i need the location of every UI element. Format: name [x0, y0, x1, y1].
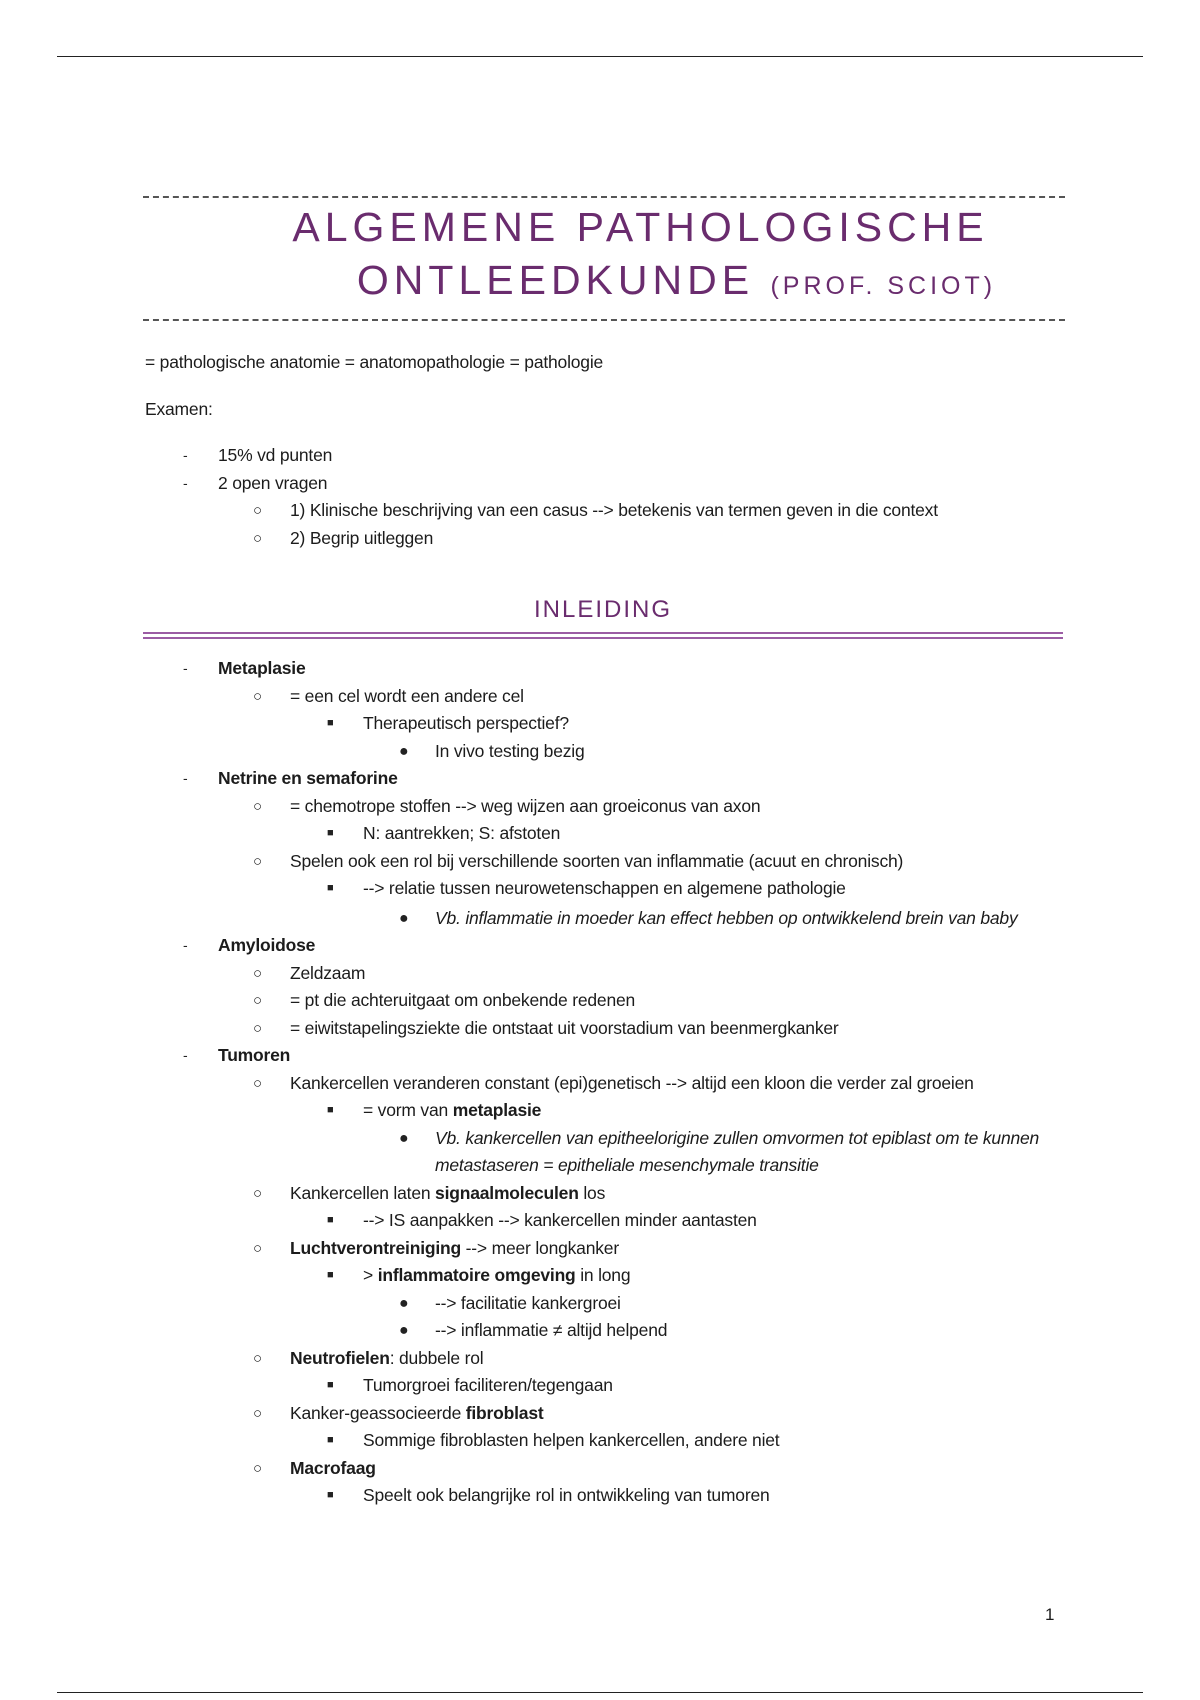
bullet-marker-level-3: ■	[327, 1434, 334, 1446]
bullet-marker-level-3: ■	[327, 1214, 334, 1226]
list-item	[145, 525, 1065, 553]
document-title-main: ONTLEEDKUNDE	[356, 257, 755, 303]
list-item-text: los	[578, 1182, 606, 1203]
list-item	[145, 1455, 1065, 1483]
list-item	[145, 1372, 1065, 1400]
list-item-text: --> relatie tussen neurowetenschappen en algemene pathologie	[363, 878, 846, 898]
list-item	[145, 960, 1065, 988]
bullet-marker-level-2: ○	[253, 1459, 262, 1477]
bullet-marker-level-1: -	[183, 660, 188, 676]
list-item	[145, 1317, 1065, 1345]
exam-label: Examen:	[145, 399, 213, 419]
list-item-text: >	[363, 1265, 378, 1285]
list-item-text: metaplasie	[452, 1100, 542, 1120]
list-item	[145, 1042, 1065, 1070]
list-item	[145, 1125, 1065, 1180]
list-item-text: = pt die achteruitgaat om onbekende redenen	[290, 990, 636, 1010]
bullet-marker-level-1: -	[183, 770, 188, 786]
section-header-inleiding	[143, 596, 1063, 640]
list-item	[145, 710, 1065, 738]
list-item-text: Zeldzaam	[290, 962, 366, 983]
bullet-marker-level-4: ●	[399, 1294, 409, 1312]
list-item-text: 2 open vragen	[218, 472, 328, 493]
list-item	[145, 442, 1065, 470]
list-item	[145, 1482, 1065, 1510]
list-item	[145, 932, 1065, 960]
bullet-marker-level-2: ○	[253, 852, 262, 870]
bullet-marker-level-4: ●	[399, 1322, 409, 1339]
bullet-marker-level-3: ■	[327, 827, 334, 839]
bullet-marker-level-2: ○	[253, 1184, 262, 1202]
list-item	[145, 987, 1065, 1015]
document-title-line1: ALGEMENE PATHOLOGISCHE	[292, 204, 989, 250]
list-item-text: Sommige fibroblasten helpen kankercellen, andere niet	[363, 1430, 780, 1450]
list-item-text: Spelen ook een rol bij verschillende soorten van inflammatie (acuut en chronisch)	[290, 850, 904, 871]
list-item	[145, 793, 1065, 821]
list-item-text: signaalmoleculen	[435, 1182, 579, 1203]
list-item	[145, 1400, 1065, 1428]
list-item	[145, 875, 1065, 903]
list-item	[145, 1290, 1065, 1318]
list-item-text: = vorm van	[363, 1100, 453, 1120]
list-item-text: Speelt ook belangrijke rol in ontwikkeling van tumoren	[363, 1485, 770, 1505]
list-item-text: --> meer longkanker	[461, 1237, 619, 1258]
bullet-marker-level-2: ○	[253, 1019, 262, 1037]
bullet-marker-level-4: ●	[399, 909, 409, 927]
list-item-text: in long	[575, 1265, 631, 1285]
list-item	[145, 1345, 1065, 1373]
list-item-text: Macrofaag	[290, 1457, 376, 1478]
list-item-text: Tumoren	[218, 1045, 291, 1065]
list-item-text: --> inflammatie ≠ altijd helpend	[435, 1320, 668, 1340]
list-item-text: Metaplasie	[218, 658, 306, 678]
bullet-marker-level-2: ○	[253, 687, 262, 705]
title-dashed-rule-bottom	[143, 319, 1065, 321]
list-item-text: = chemotrope stoffen --> weg wijzen aan groeiconus van axon	[290, 795, 761, 816]
list-item	[145, 1207, 1065, 1235]
list-item-text: Tumorgroei faciliteren/tegengaan	[363, 1375, 613, 1395]
title-block	[143, 196, 1065, 322]
list-item-text: N: aantrekken; S: afstoten	[363, 823, 561, 843]
list-item-text: = eiwitstapelingsziekte die ontstaat uit voorstadium van beenmergkanker	[290, 1017, 839, 1038]
bullet-marker-level-3: ■	[327, 1104, 334, 1116]
section-title: INLEIDING	[533, 596, 673, 623]
page-number: 1	[1045, 1605, 1055, 1624]
list-item-text: Kankercellen laten	[290, 1182, 436, 1203]
list-item	[145, 1180, 1065, 1208]
title-dashed-rule-top	[143, 196, 1065, 198]
list-item	[145, 1070, 1065, 1098]
bullet-marker-level-2: ○	[253, 1349, 262, 1367]
list-item	[145, 820, 1065, 848]
bullet-marker-level-2: ○	[253, 529, 262, 547]
bullet-marker-level-2: ○	[253, 964, 262, 982]
list-item-text: = een cel wordt een andere cel	[290, 685, 524, 706]
list-item	[145, 655, 1065, 683]
bullet-marker-level-4: ●	[399, 742, 409, 760]
list-item-text: Neutrofielen	[290, 1347, 390, 1368]
list-item-text: Vb. kankercellen van epitheelorigine zullen omvormen tot epiblast om te kunnen metastaseren = epitheliale mesenchymale transitie	[435, 1127, 1040, 1175]
bullet-marker-level-3: ■	[327, 1489, 334, 1501]
list-item-text: 2) Begrip uitleggen	[290, 527, 434, 548]
list-item-text: Netrine en semaforine	[218, 768, 398, 788]
bullet-marker-level-2: ○	[253, 797, 262, 815]
bullet-marker-level-2: ○	[253, 992, 262, 1009]
list-item	[145, 470, 1065, 498]
list-item-text: 15% vd punten	[218, 445, 333, 465]
list-item-text: In vivo testing bezig	[435, 740, 585, 761]
bullet-marker-level-4: ●	[399, 1129, 409, 1147]
exam-list	[145, 442, 1065, 552]
list-item-text: 1) Klinische beschrijving van een casus --> betekenis van termen geven in die context	[290, 500, 938, 520]
document-title-subtitle: (PROF. SCIOT)	[770, 272, 997, 300]
list-item-text: fibroblast	[465, 1402, 544, 1423]
bullet-marker-level-3: ■	[327, 1269, 334, 1281]
section-rule-lower	[143, 637, 1063, 639]
bullet-marker-level-2: ○	[253, 1404, 262, 1422]
bullet-marker-level-2: ○	[253, 1074, 262, 1092]
list-item-text: Luchtverontreiniging	[290, 1237, 462, 1258]
page-bottom-rule	[57, 1692, 1143, 1693]
definition-line: = pathologische anatomie = anatomopathologie = pathologie	[145, 352, 604, 372]
list-item	[145, 1097, 1065, 1125]
list-item	[145, 1262, 1065, 1290]
list-item	[145, 738, 1065, 766]
list-item-text: Vb. inflammatie in moeder kan effect hebben op ontwikkelend brein van baby	[435, 907, 1018, 928]
list-item-text: Therapeutisch perspectief?	[363, 713, 569, 733]
list-item	[145, 683, 1065, 711]
bullet-marker-level-1: -	[183, 937, 188, 953]
section-rule-upper	[143, 632, 1063, 634]
list-item-text: Kankercellen veranderen constant (epi)genetisch --> altijd een kloon die verder zal groeien	[290, 1072, 974, 1093]
bullet-marker-level-3: ■	[327, 717, 334, 729]
list-item	[145, 905, 1065, 933]
list-item	[145, 848, 1065, 876]
list-item	[145, 497, 1065, 525]
list-item	[145, 1427, 1065, 1455]
list-item-text: --> facilitatie kankergroei	[435, 1292, 621, 1313]
document-title-line2	[143, 257, 1065, 304]
bullet-marker-level-2: ○	[253, 1239, 262, 1257]
list-item-text: : dubbele rol	[389, 1347, 484, 1368]
bullet-marker-level-1: -	[183, 1047, 188, 1063]
bullet-marker-level-2: ○	[253, 502, 262, 519]
list-item-text: inflammatoire omgeving	[377, 1265, 576, 1285]
list-item-text: --> IS aanpakken --> kankercellen minder aantasten	[363, 1210, 757, 1230]
inleiding-list	[145, 655, 1065, 1510]
list-item-text: Kanker-geassocieerde	[290, 1402, 466, 1423]
page-top-rule	[57, 56, 1143, 57]
bullet-marker-level-1: -	[183, 474, 188, 491]
list-item	[145, 1015, 1065, 1043]
list-item-text: Amyloidose	[218, 935, 316, 955]
bullet-marker-level-3: ■	[327, 882, 334, 894]
bullet-marker-level-3: ■	[327, 1379, 334, 1391]
list-item	[145, 765, 1065, 793]
list-item	[145, 1235, 1065, 1263]
bullet-marker-level-1: -	[183, 447, 188, 463]
